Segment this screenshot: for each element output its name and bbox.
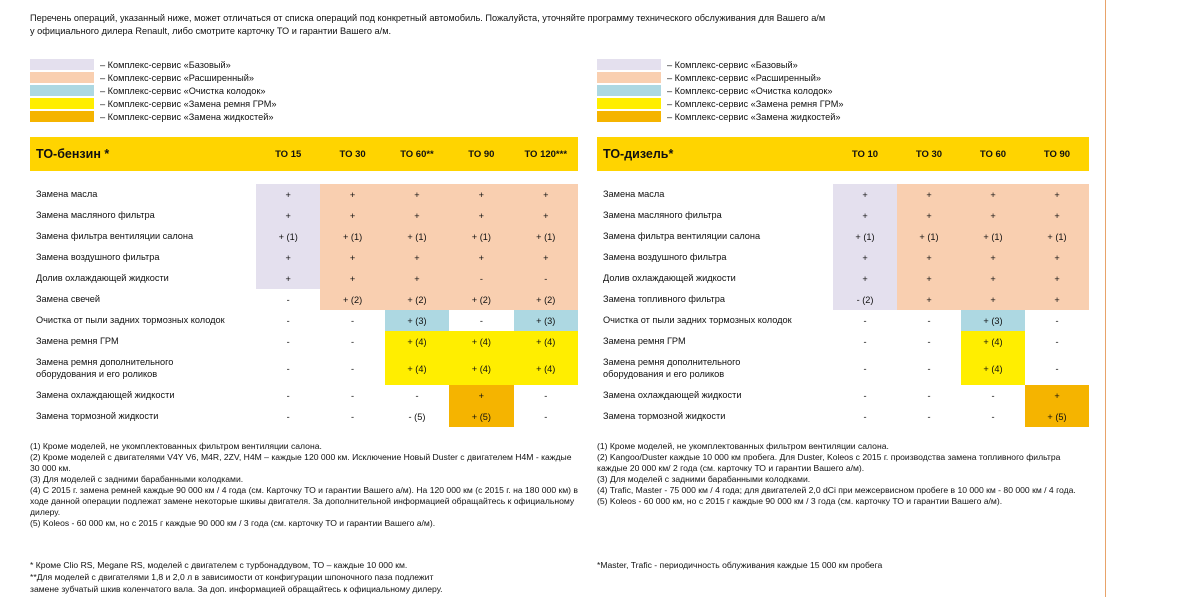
table-cell: + (1) [961, 226, 1025, 247]
table-cell: + [833, 268, 897, 289]
legend-swatch [30, 111, 94, 122]
table-cell: - [1025, 310, 1089, 331]
intro-text: Перечень операций, указанный ниже, может отличаться от списка операций под конкретный автомобиль. Пожалуйста, уточняйте программу технического обслуживания для Вашего а/м у официального дилера Renault, либо смотрите карточку ТО и гарантии Вашего а/м. [30, 13, 826, 36]
legend-diesel [597, 58, 843, 123]
table-cell: + (2) [449, 289, 513, 310]
table-cell: - [897, 331, 961, 352]
table-cell: + [320, 247, 384, 268]
table-cell: + (4) [449, 352, 513, 385]
legend-item [30, 71, 276, 84]
table-cell: + (1) [833, 226, 897, 247]
table-cell: - (5) [385, 406, 449, 427]
operation-name: Долив охлаждающей жидкости [36, 272, 169, 283]
table-cell: + (3) [514, 310, 578, 331]
note-item: (3) Для моделей с задними барабанными колодками. [597, 474, 811, 484]
legend-label: – Комплекс-сервис «Очистка колодок» [100, 85, 266, 96]
table-cell: + (1) [320, 226, 384, 247]
legend-swatch [597, 98, 661, 109]
table-cell: + [514, 184, 578, 205]
legend-label: – Комплекс-сервис «Очистка колодок» [667, 85, 833, 96]
operation-name: Замена тормозной жидкости [603, 410, 726, 421]
diesel-footnotes [597, 559, 1089, 571]
operation-name: Очистка от пыли задних тормозных колодок [36, 314, 225, 325]
table-cell: + (5) [449, 406, 513, 427]
note-item: (2) Kangoo/Duster каждые 10 000 км пробега. Для Duster, Koleos с 2015 г. производства замена топливного фильтра каждые 20 000 км/ 2 года (см. карточку ТО и гарантии Вашего а/м). [597, 452, 1061, 473]
legend-swatch [30, 85, 94, 96]
table-cell: + (4) [385, 352, 449, 385]
table-row [30, 385, 578, 406]
legend-item [30, 110, 276, 123]
table-cell: + (4) [961, 352, 1025, 385]
header-gap [30, 171, 578, 184]
table-cell: - [449, 310, 513, 331]
diesel-table-header [597, 137, 1089, 171]
legend-item [597, 84, 843, 97]
table-cell: + [449, 247, 513, 268]
table-cell: + (2) [385, 289, 449, 310]
table-cell: - [320, 406, 384, 427]
legend-swatch [597, 85, 661, 96]
legend-item [597, 97, 843, 110]
footnote-item: **Для моделей с двигателями 1,8 и 2,0 л в зависимости от конфигурации шпоночного паза подлежит [30, 572, 434, 582]
table-cell: + [449, 385, 513, 406]
operation-name: Замена ремня дополнительного оборудования и его роликов [36, 357, 174, 379]
table-cell: - [897, 310, 961, 331]
table-row [30, 226, 578, 247]
note-item: (3) Для моделей с задними барабанными колодками. [30, 474, 244, 484]
note-item: (4) Trafic, Master - 75 000 км / 4 года; для двигателей 2,0 dCi при межсервисном пробеге в 10 000 км - 80 000 км / 4 года. [597, 485, 1076, 495]
table-row [597, 247, 1089, 268]
table-row [597, 331, 1089, 352]
table-cell: + [1025, 205, 1089, 226]
column-header: ТО 60** [400, 148, 434, 160]
table-cell: + [385, 184, 449, 205]
legend-item [597, 71, 843, 84]
table-cell: + [961, 205, 1025, 226]
diesel-table-title: ТО-дизель* [603, 147, 674, 161]
column-header: ТО 120*** [524, 148, 568, 160]
table-cell: + [897, 247, 961, 268]
column-header: ТО 30 [915, 148, 943, 160]
table-cell: - [1025, 352, 1089, 385]
table-cell: - [385, 385, 449, 406]
table-row [30, 331, 578, 352]
table-cell: + [1025, 247, 1089, 268]
legend-label: – Комплекс-сервис «Базовый» [100, 59, 231, 70]
legend-item [597, 110, 843, 123]
legend-item [30, 84, 276, 97]
legend-label: – Комплекс-сервис «Замена ремня ГРМ» [667, 98, 844, 109]
header-gap [597, 171, 1089, 184]
legend-swatch [30, 59, 94, 70]
column-header: ТО 90 [1043, 148, 1071, 160]
table-cell: + [256, 268, 320, 289]
petrol-footnotes [30, 559, 590, 595]
table-row [597, 205, 1089, 226]
table-cell: + [449, 205, 513, 226]
diesel-notes [597, 441, 1089, 507]
legend-swatch [597, 111, 661, 122]
operation-name: Замена фильтра вентиляции салона [603, 230, 761, 241]
table-cell: - [320, 331, 384, 352]
legend-label: – Комплекс-сервис «Замена жидкостей» [667, 111, 841, 122]
table-cell: - [256, 406, 320, 427]
table-cell: + [1025, 268, 1089, 289]
legend-label: – Комплекс-сервис «Расширенный» [667, 72, 821, 83]
operation-name: Замена тормозной жидкости [36, 410, 159, 421]
table-cell: + [256, 184, 320, 205]
table-row [30, 268, 578, 289]
table-cell: + [961, 184, 1025, 205]
spacer [783, 352, 833, 385]
footnote-item: замене зубчатый шкив коленчатого вала. За доп. информацией обращайтесь к официальному дилеру. [30, 584, 443, 594]
diesel-service-table [597, 137, 1089, 427]
operation-name: Замена воздушного фильтра [603, 251, 727, 262]
table-cell: + (4) [514, 331, 578, 352]
note-item: (5) Koleos - 60 000 км, но с 2015 г каждые 90 000 км / 3 года (см. карточку ТО и гарантии Вашего а/м). [597, 496, 1003, 506]
table-cell: + [833, 247, 897, 268]
table-row [30, 184, 578, 205]
note-item: (2) Кроме моделей с двигателями V4Y V6, M4R, 2ZV, H4M – каждые 120 000 км. Исключение Новый Duster с двигателем H4M - каждые 30 000 км. [30, 452, 572, 473]
table-row [597, 406, 1089, 427]
table-cell: + (4) [385, 331, 449, 352]
table-cell: - [833, 385, 897, 406]
table-cell: + [385, 205, 449, 226]
table-cell: + [449, 184, 513, 205]
table-cell: - [897, 406, 961, 427]
operation-name: Замена топливного фильтра [603, 293, 725, 304]
table-cell: + [1025, 289, 1089, 310]
operation-name: Замена охлаждающей жидкости [603, 389, 742, 400]
table-row [597, 352, 1089, 385]
table-row [30, 247, 578, 268]
table-cell: + [833, 205, 897, 226]
table-cell: + [897, 184, 961, 205]
table-cell: - [320, 310, 384, 331]
table-cell: - (2) [833, 289, 897, 310]
column-header: ТО 15 [275, 148, 302, 160]
operation-name: Замена масла [36, 188, 98, 199]
operation-name: Долив охлаждающей жидкости [603, 272, 736, 283]
legend-label: – Комплекс-сервис «Замена жидкостей» [100, 111, 274, 122]
note-item: (1) Кроме моделей, не укомплектованных фильтром вентиляции салона. [597, 441, 889, 451]
table-row [30, 406, 578, 427]
legend-item [30, 58, 276, 71]
table-cell: + [320, 268, 384, 289]
table-cell: + [385, 247, 449, 268]
legend-item [597, 58, 843, 71]
note-item: (1) Кроме моделей, не укомплектованных фильтром вентиляции салона. [30, 441, 322, 451]
table-row [30, 352, 578, 385]
table-row [597, 289, 1089, 310]
legend-item [30, 97, 276, 110]
table-row [597, 268, 1089, 289]
petrol-table-title: ТО-бензин * [36, 147, 110, 161]
table-cell: - [449, 268, 513, 289]
table-cell: + [1025, 184, 1089, 205]
table-row [30, 289, 578, 310]
table-cell: + (1) [385, 226, 449, 247]
table-row [597, 310, 1089, 331]
table-cell: - [833, 331, 897, 352]
table-cell: + [897, 205, 961, 226]
legend-petrol [30, 58, 276, 123]
table-cell: - [256, 352, 320, 385]
table-cell: + [833, 184, 897, 205]
table-cell: - [514, 385, 578, 406]
table-cell: + (1) [449, 226, 513, 247]
table-cell: + [385, 268, 449, 289]
legend-swatch [30, 72, 94, 83]
table-cell: + [256, 205, 320, 226]
operation-name: Замена ремня дополнительного оборудования и его роликов [603, 357, 741, 379]
table-cell: - [320, 352, 384, 385]
table-cell: + [961, 289, 1025, 310]
operation-name: Очистка от пыли задних тормозных колодок [603, 314, 792, 325]
table-cell: - [256, 289, 320, 310]
operation-name: Замена масляного фильтра [36, 209, 155, 220]
table-cell: + (3) [961, 310, 1025, 331]
footnote-item: *Master, Trafic - периодичность облуживания каждые 15 000 км пробега [597, 560, 883, 570]
operation-name: Замена ремня ГРМ [603, 335, 686, 346]
table-cell: + (2) [514, 289, 578, 310]
legend-swatch [597, 59, 661, 70]
legend-label: – Комплекс-сервис «Расширенный» [100, 72, 254, 83]
table-cell: + (1) [256, 226, 320, 247]
operation-name: Замена фильтра вентиляции салона [36, 230, 194, 241]
column-header: ТО 30 [339, 148, 366, 160]
column-header: ТО 90 [468, 148, 495, 160]
table-cell: - [320, 385, 384, 406]
table-cell: + (5) [1025, 406, 1089, 427]
petrol-service-table [30, 137, 578, 427]
legend-swatch [30, 98, 94, 109]
table-cell: + [961, 268, 1025, 289]
table-cell: + [897, 268, 961, 289]
table-row [597, 226, 1089, 247]
table-cell: - [256, 310, 320, 331]
table-cell: + (1) [514, 226, 578, 247]
table-cell: + [514, 205, 578, 226]
petrol-notes [30, 441, 578, 529]
table-cell: + (1) [897, 226, 961, 247]
operation-name: Замена масла [603, 188, 665, 199]
table-cell: + (4) [961, 331, 1025, 352]
column-header: ТО 60 [979, 148, 1007, 160]
table-cell: + (4) [514, 352, 578, 385]
table-cell: - [1025, 331, 1089, 352]
operation-name: Замена свечей [36, 293, 101, 304]
table-cell: + [897, 289, 961, 310]
table-cell: + [514, 247, 578, 268]
table-cell: - [897, 385, 961, 406]
operation-name: Замена ремня ГРМ [36, 335, 119, 346]
table-cell: - [833, 406, 897, 427]
table-cell: - [514, 406, 578, 427]
table-cell: + [1025, 385, 1089, 406]
table-cell: + (1) [1025, 226, 1089, 247]
table-row [597, 385, 1089, 406]
note-item: (4) С 2015 г. замена ремней каждые 90 000 км / 4 года (см. Карточку ТО и гарантии Вашего а/м). На 120 000 км (с 2015 г. на 180 000 км) в ходе данной операции подлежат замене некоторые шкивы двигателя. За дополнительной информацией обращайтесь к официальному дилеру. [30, 485, 578, 517]
table-cell: + [961, 247, 1025, 268]
table-cell: + (4) [449, 331, 513, 352]
table-cell: - [833, 310, 897, 331]
legend-label: – Комплекс-сервис «Замена ремня ГРМ» [100, 98, 277, 109]
note-item: (5) Koleos - 60 000 км, но с 2015 г каждые 90 000 км / 3 года (см. карточку ТО и гарантии Вашего а/м). [30, 518, 436, 528]
table-row [30, 205, 578, 226]
table-row [30, 310, 578, 331]
table-cell: - [833, 352, 897, 385]
footnote-item: * Кроме Clio RS, Megane RS, моделей с двигателем с турбонаддувом, ТО – каждые 10 000 км. [30, 560, 408, 570]
operation-name: Замена охлаждающей жидкости [36, 389, 175, 400]
operation-name: Замена масляного фильтра [603, 209, 722, 220]
table-cell: - [256, 385, 320, 406]
legend-label: – Комплекс-сервис «Базовый» [667, 59, 798, 70]
table-cell: - [961, 385, 1025, 406]
table-cell: + (2) [320, 289, 384, 310]
table-cell: - [256, 331, 320, 352]
table-cell: + [320, 184, 384, 205]
table-cell: - [514, 268, 578, 289]
table-cell: - [897, 352, 961, 385]
table-cell: + [256, 247, 320, 268]
table-cell: + [320, 205, 384, 226]
table-cell: + (3) [385, 310, 449, 331]
table-row [597, 184, 1089, 205]
column-header: ТО 10 [851, 148, 879, 160]
legend-swatch [597, 72, 661, 83]
spacer [206, 352, 256, 385]
page-edge-line [1105, 0, 1106, 597]
operation-name: Замена воздушного фильтра [36, 251, 160, 262]
table-cell: - [961, 406, 1025, 427]
petrol-table-header [30, 137, 578, 171]
